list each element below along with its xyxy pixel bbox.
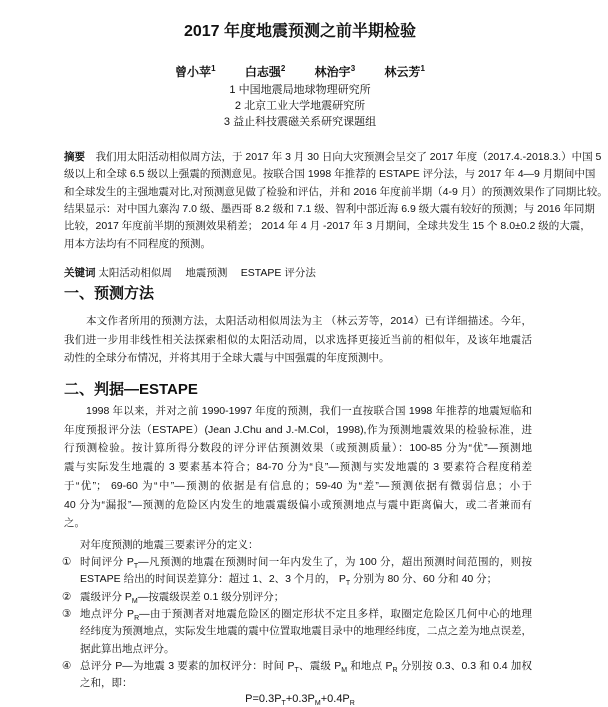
formula: $P=0.3P_T+0.3P_M+0.4P_R$ — [245, 693, 355, 707]
paragraph-line: 行预测检验。按计算所得分数段的评分评估预测效果（或预测质量）：100-85 分为“优”—预测地 — [64, 442, 532, 455]
author — [245, 65, 285, 79]
section-heading: 二、判据—ESTAPE — [64, 381, 198, 398]
paragraph-line: 本文作者所用的预测方法，太阳活动相似周法为主 （林云芳等，2014）已有详细描述。今年， — [86, 315, 532, 327]
definition-line: 经纬度为预测地点，实际发生地震的震中位置取地震目录中的地理经纬度，二点之差为地点误差， — [80, 625, 532, 638]
definition-intro: 对年度预测的地震三要素评分的定义： — [80, 539, 259, 551]
section-heading: 一、预测方法 — [64, 285, 155, 302]
author-name: 白志强 — [244, 65, 281, 79]
definition-line: 总评分 P—为地震 3 要素的加权评分：时间 $P_T$、震级 $P_M$ 和地点 $P_R$ 分别按 0.3、0.3 和 0.4 加权 — [80, 659, 532, 674]
abstract-line: 用本方法均有不同程度的预测。 — [64, 237, 211, 250]
author — [384, 65, 424, 79]
abstract-line: 结果显示：对中国九寨沟 7.0 级、墨西哥 8.2 级和 7.1 级、智利中部近海 6.9 级大震有较好的预测；与 2016 年同期 — [64, 202, 595, 215]
abstract-line: 和全球发生的主强地震对比,对预测意见做了检验和评估，并和 2016 年度前半期（4-9 月）的预测效果作了同期比较。 — [64, 185, 608, 198]
paragraph-line: 动性的全球分布情况，并将其用于全球大震与中国强震的年度预测中。 — [64, 352, 390, 364]
author-affiliation-number: 3 — [350, 64, 356, 73]
keywords-text: 太阳活动相似周 地震预测 ESTAPE 评分法 — [98, 267, 316, 279]
author-affiliation-number: 2 — [280, 64, 286, 73]
author-name: 林治宇 — [314, 65, 351, 79]
paragraph-line: 于“优”； 69-60 为“中”—预测的依据是有信息的；59-40 为“差”—预测依据有微弱信息；小于 — [64, 479, 532, 492]
definition-line: 地点评分 $P_R—$由于预测者对地震危险区的圈定形状不定且多样，取圈定危险区几何中心的地理 — [80, 607, 533, 622]
definition-line: 震级评分 $P_M—$按震级误差 0.1 级分别评分； — [80, 590, 285, 605]
list-marker: ① — [62, 556, 72, 568]
author — [175, 65, 215, 79]
paragraph-line: 40 分为“漏报”—预测的危险区内发生的地震震级偏小或预测地点与震中距离偏大，或二者兼而有 — [64, 498, 532, 511]
list-marker: ③ — [62, 607, 72, 620]
abstract-line: 比较，2017 年度前半期的预测效果稍差； 2014 年 4 月 -2017 年 3 月期间，全球共发生 15 个 8.0±0.2 级的大震， — [64, 220, 591, 233]
definition-line: 据此算出地点评分。 — [80, 642, 175, 655]
list-marker: ④ — [62, 659, 72, 672]
paper-title: 2017 年度地震预测之前半期检验 — [183, 23, 417, 40]
paragraph-line: 我们进一步用非线性相关法探索相似的太阳活动周，以求选择更接近当前的相似年，及该年地震活 — [64, 333, 532, 346]
abstract-line: 级以上和全球 6.5 级以上强震的预测意见。按联合国 1998 年推荐的 ESTAPE 评分法，与 2017 年 4—9 月期间中国 — [64, 168, 596, 181]
keywords — [64, 266, 364, 280]
author-list — [0, 63, 600, 80]
definition-line: 之和，即： — [80, 677, 133, 690]
author-affiliation-number: 1 — [420, 64, 425, 73]
author — [315, 65, 355, 79]
paragraph-line: 之。 — [64, 517, 85, 530]
affiliation: 2 北京工业大学地震研究所 — [234, 100, 366, 112]
abstract-line: 摘要 我们用太阳活动相似周方法，于 2017 年 3 月 30 日向大灾预测会呈交了 2017 年度（2017.4.-2018.3.）中国 5 — [64, 151, 602, 163]
paragraph-line: 震与实际发生地震的 3 要素基本符合；84-70 分为“良”—预测与实发地震的 3 要素符合程度稍差 — [64, 461, 532, 474]
affiliation: 3 益止科技震磁关系研究课题组 — [223, 116, 377, 128]
list-marker: ② — [62, 590, 72, 603]
author-name: 曾小苹 — [175, 65, 212, 79]
paragraph-line: 年度预报评分法（ESTAPE）(Jean J.Chu and J.-M.Col，1998),作为预测地震效果的检验标准，进 — [64, 423, 532, 436]
definition-line: 时间评分 $P_T—$凡预测的地震在预测时间一年内发生了，为 100 分，超出预测时间范围的，则按 — [80, 556, 533, 571]
definition-line: ESTAPE 给出的时间误差算分：超过 1、2、3 个月的， $P_T$ 分别为 80 分、60 分和 40 分； — [80, 573, 498, 588]
author-name: 林云芳 — [384, 65, 421, 79]
paragraph-line: 1998 年以来，并对之前 1990-1997 年度的预测，我们一直按联合国 1998 年推荐的地震短临和 — [86, 405, 532, 417]
author-affiliation-number: 1 — [211, 64, 216, 73]
abstract-label: 摘要 — [64, 151, 96, 163]
keywords-label: 关键词 — [64, 267, 96, 279]
affiliation: 1 中国地震局地球物理研究所 — [229, 84, 371, 96]
